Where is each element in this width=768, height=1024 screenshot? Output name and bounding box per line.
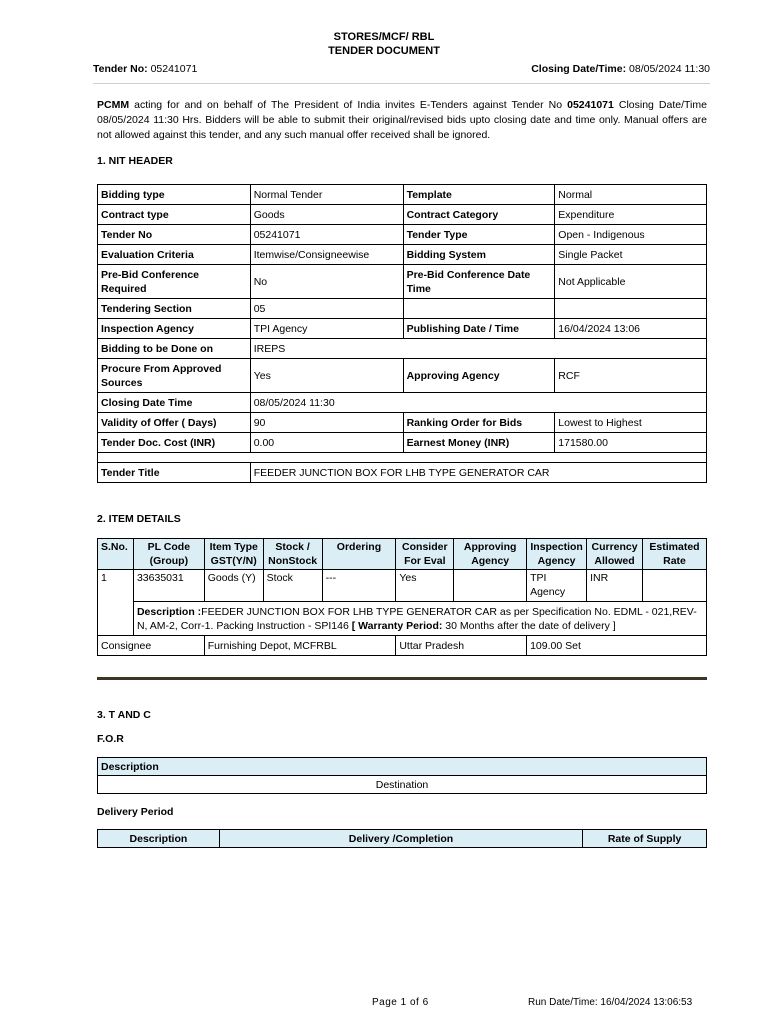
table-row [98, 570, 707, 602]
item-cell: INR [587, 570, 643, 602]
item-cell: Yes [396, 570, 454, 602]
nit-key: Procure From Approved Sources [98, 359, 251, 393]
nit-key: Inspection Agency [98, 319, 251, 339]
nit-spacer [98, 453, 707, 463]
col-header: Item Type GST(Y/N) [204, 539, 263, 570]
for-value: Destination [98, 776, 707, 794]
tender-meta-line [93, 63, 710, 75]
header-line1: STORES/MCF/ RBL [333, 31, 435, 43]
tandc-heading: 3. T AND C [97, 709, 151, 721]
nit-header-heading: 1. NIT HEADER [97, 155, 173, 167]
nit-value: Expenditure [555, 205, 707, 225]
warranty-label: Warranty Period: [358, 620, 443, 632]
nit-value: TPI Agency [250, 319, 403, 339]
item-table-bottom-bar [97, 677, 707, 680]
nit-value: Lowest to Highest [555, 413, 707, 433]
table-row [98, 339, 707, 359]
nit-value: Normal [555, 185, 707, 205]
nit-key: Template [403, 185, 555, 205]
nit-value: No [250, 265, 403, 299]
tender-no-value: 05241071 [150, 63, 198, 75]
nit-key: Validity of Offer ( Days) [98, 413, 251, 433]
for-table [97, 757, 707, 794]
table-row [98, 319, 707, 339]
nit-value: 171580.00 [555, 433, 707, 453]
intro-tender-no: 05241071 [567, 99, 614, 111]
nit-key: Contract Category [403, 205, 555, 225]
table-row [98, 205, 707, 225]
item-header-row [98, 539, 707, 570]
for-desc-header: Description [98, 758, 707, 776]
document-header [0, 30, 768, 58]
nit-value: RCF [555, 359, 707, 393]
intro-paragraph [97, 98, 707, 143]
item-cell: --- [322, 570, 396, 602]
nit-key: Approving Agency [403, 359, 555, 393]
col-header: Estimated Rate [643, 539, 707, 570]
nit-value: Open - Indigenous [555, 225, 707, 245]
nit-value: 0.00 [250, 433, 403, 453]
nit-header-table [97, 184, 707, 483]
consignee-row [98, 636, 707, 656]
item-cell: TPI Agency [527, 570, 587, 602]
for-heading: F.O.R [97, 733, 124, 745]
col-header: S.No. [98, 539, 134, 570]
page-number: Page 1 of 6 [372, 997, 429, 1008]
nit-value: 08/05/2024 11:30 [250, 393, 706, 413]
item-cell: Stock [263, 570, 322, 602]
table-row [98, 433, 707, 453]
closing-info [531, 63, 710, 75]
nit-value: IREPS [250, 339, 706, 359]
col-header: Approving Agency [454, 539, 527, 570]
delivery-table [97, 829, 707, 848]
table-row [98, 265, 707, 299]
nit-key: Bidding to be Done on [98, 339, 251, 359]
nit-key: Tender Doc. Cost (INR) [98, 433, 251, 453]
nit-value: Itemwise/Consigneewise [250, 245, 403, 265]
table-row [98, 776, 707, 794]
header-divider [93, 83, 710, 84]
consignee-qty: 109.00 Set [527, 636, 707, 656]
table-row [98, 359, 707, 393]
table-row [98, 758, 707, 776]
nit-value: FEEDER JUNCTION BOX FOR LHB TYPE GENERATOR CAR [250, 463, 706, 483]
nit-value: 05 [250, 299, 403, 319]
warranty-open: [ [351, 620, 359, 632]
table-row [98, 225, 707, 245]
col-header: Currency Allowed [587, 539, 643, 570]
intro-text1: acting for and on behalf of The President of India invites E-Tenders against Tender No [129, 99, 568, 111]
nit-value: Yes [250, 359, 403, 393]
nit-key: Closing Date Time [98, 393, 251, 413]
table-row [98, 393, 707, 413]
nit-empty [555, 299, 707, 319]
delivery-period-heading: Delivery Period [97, 806, 174, 818]
nit-key: Pre-Bid Conference Date Time [403, 265, 555, 299]
nit-key: Ranking Order for Bids [403, 413, 555, 433]
nit-key: Bidding type [98, 185, 251, 205]
nit-empty [403, 299, 555, 319]
item-cell: 1 [98, 570, 134, 636]
nit-value: Normal Tender [250, 185, 403, 205]
table-row [98, 463, 707, 483]
run-date-time: Run Date/Time: 16/04/2024 13:06:53 [528, 997, 693, 1008]
nit-key: Tender Title [98, 463, 251, 483]
delivery-col-header: Rate of Supply [583, 830, 707, 848]
nit-value: 16/04/2024 13:06 [555, 319, 707, 339]
table-row [98, 413, 707, 433]
item-details-heading: 2. ITEM DETAILS [97, 513, 181, 525]
table-row [98, 185, 707, 205]
col-header: Ordering [322, 539, 396, 570]
col-header: Stock / NonStock [263, 539, 322, 570]
consignee-name: Furnishing Depot, MCFRBL [204, 636, 396, 656]
nit-value: Single Packet [555, 245, 707, 265]
nit-value: Not Applicable [555, 265, 707, 299]
item-cell [643, 570, 707, 602]
nit-value: 90 [250, 413, 403, 433]
delivery-col-header: Delivery /Completion [219, 830, 582, 848]
warranty-text: 30 Months after the date of delivery ] [442, 620, 616, 632]
col-header: PL Code (Group) [133, 539, 204, 570]
desc-label: Description : [136, 606, 202, 618]
nit-key: Tender Type [403, 225, 555, 245]
closing-label: Closing Date/Time: [531, 63, 627, 75]
nit-key: Earnest Money (INR) [403, 433, 555, 453]
nit-key: Contract type [98, 205, 251, 225]
nit-key: Pre-Bid Conference Required [98, 265, 251, 299]
nit-key: Tendering Section [98, 299, 251, 319]
nit-key: Evaluation Criteria [98, 245, 251, 265]
item-description-row [98, 602, 707, 636]
table-row-spacer [98, 453, 707, 463]
col-header: Inspection Agency [527, 539, 587, 570]
item-cell: 33635031 [133, 570, 204, 602]
nit-value: 05241071 [250, 225, 403, 245]
table-row [98, 830, 707, 848]
table-row [98, 245, 707, 265]
closing-value: 08/05/2024 11:30 [629, 63, 710, 75]
consignee-label: Consignee [98, 636, 205, 656]
header-line2: TENDER DOCUMENT [328, 45, 440, 57]
col-header: Consider For Eval [396, 539, 454, 570]
nit-key: Tender No [98, 225, 251, 245]
consignee-state: Uttar Pradesh [396, 636, 527, 656]
item-description [133, 602, 706, 636]
intro-org: PCMM [97, 99, 130, 111]
nit-value: Goods [250, 205, 403, 225]
table-row [98, 299, 707, 319]
item-details-table [97, 538, 707, 656]
nit-key: Publishing Date / Time [403, 319, 555, 339]
delivery-col-header: Description [98, 830, 220, 848]
item-cell [454, 570, 527, 602]
tender-no-label: Tender No: [93, 63, 148, 75]
nit-key: Bidding System [403, 245, 555, 265]
intro-text2: Closing Date/Time 08/05/2024 11:30 Hrs. Bidders will be able to submit their original/revised bids upto closing date and time only. Manual offers are not allowed against this tender, and any such manual offer received shall be ignored. [97, 99, 707, 141]
item-cell: Goods (Y) [204, 570, 263, 602]
desc-text: FEEDER JUNCTION BOX FOR LHB TYPE GENERATOR CAR as per Specification No. EDML - 021,REV-N, AM-2, Corr-1. Packing Instruction - SPI146 [136, 606, 697, 632]
